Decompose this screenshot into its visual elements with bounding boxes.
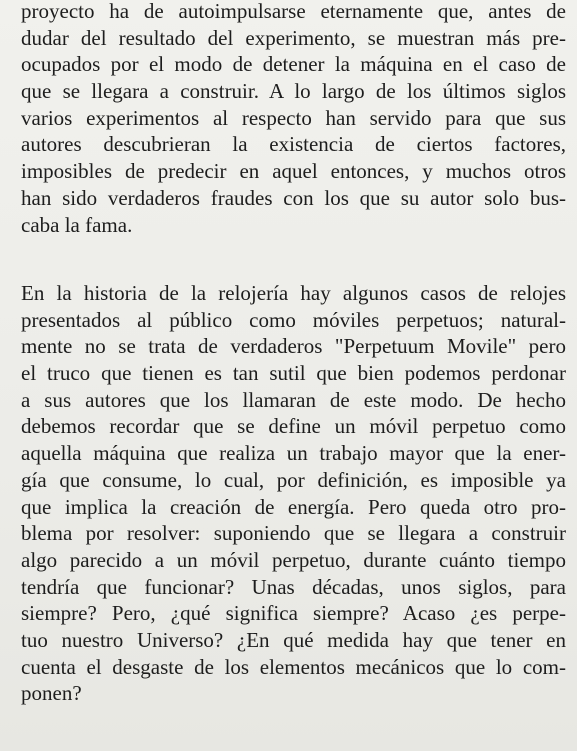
text-line: que implica la creación de energía. Pero queda otro pro-	[21, 494, 566, 519]
text-line: ponen?	[21, 681, 82, 706]
text-line: gía que consume, lo cual, por definición, es imposible ya	[21, 467, 566, 492]
text-line: tuo nuestro Universo? ¿En qué medida hay que tener en	[21, 627, 566, 652]
text-line: varios experimentos al respecto han servido para que sus	[21, 105, 566, 130]
text-line: siempre? Pero, ¿qué significa siempre? Acaso ¿es perpe-	[21, 601, 566, 626]
text-line: blema por resolver: suponiendo que se llegara a construir	[21, 521, 566, 546]
text-line: han sido verdaderos fraudes con los que su autor solo bus-	[21, 185, 566, 210]
text-line: aquella máquina que realiza un trabajo mayor que la ener-	[21, 441, 566, 466]
text-line: autores descubrieran la existencia de ciertos factores,	[21, 132, 566, 157]
text-line: a sus autores que los llamaran de este modo. De hecho	[21, 387, 566, 412]
text-line: el truco que tienen es tan sutil que bien podemos perdonar	[21, 361, 566, 386]
text-line: algo parecido a un móvil perpetuo, durante cuánto tiempo	[21, 547, 566, 572]
text-line: ocupados por el modo de detener la máquina en el caso de	[21, 52, 566, 77]
text-line: cuenta el desgaste de los elementos mecánicos que lo com-	[21, 654, 566, 679]
text-line: caba la fama.	[21, 212, 133, 237]
text-line: dudar del resultado del experimento, se muestran más pre-	[21, 25, 566, 50]
text-line: tendría que funcionar? Unas décadas, unos siglos, para	[21, 574, 566, 599]
text-line: proyecto ha de autoimpulsarse eternamente que, antes de	[21, 0, 566, 23]
text-line: debemos recordar que se define un móvil perpetuo como	[21, 414, 566, 439]
text-line: mente no se trata de verdaderos "Perpetuum Movile" pero	[21, 334, 566, 359]
paragraph-1	[21, 0, 566, 238]
text-line: que se llegara a construir. A lo largo de los últimos siglos	[21, 79, 566, 104]
text-line: En la historia de la relojería hay algunos casos de relojes	[21, 281, 566, 305]
text-line: imposibles de predecir en aquel entonces, y muchos otros	[21, 159, 566, 184]
paragraph-2	[21, 280, 566, 707]
text-line: presentados al público como móviles perpetuos; natural-	[21, 307, 566, 332]
